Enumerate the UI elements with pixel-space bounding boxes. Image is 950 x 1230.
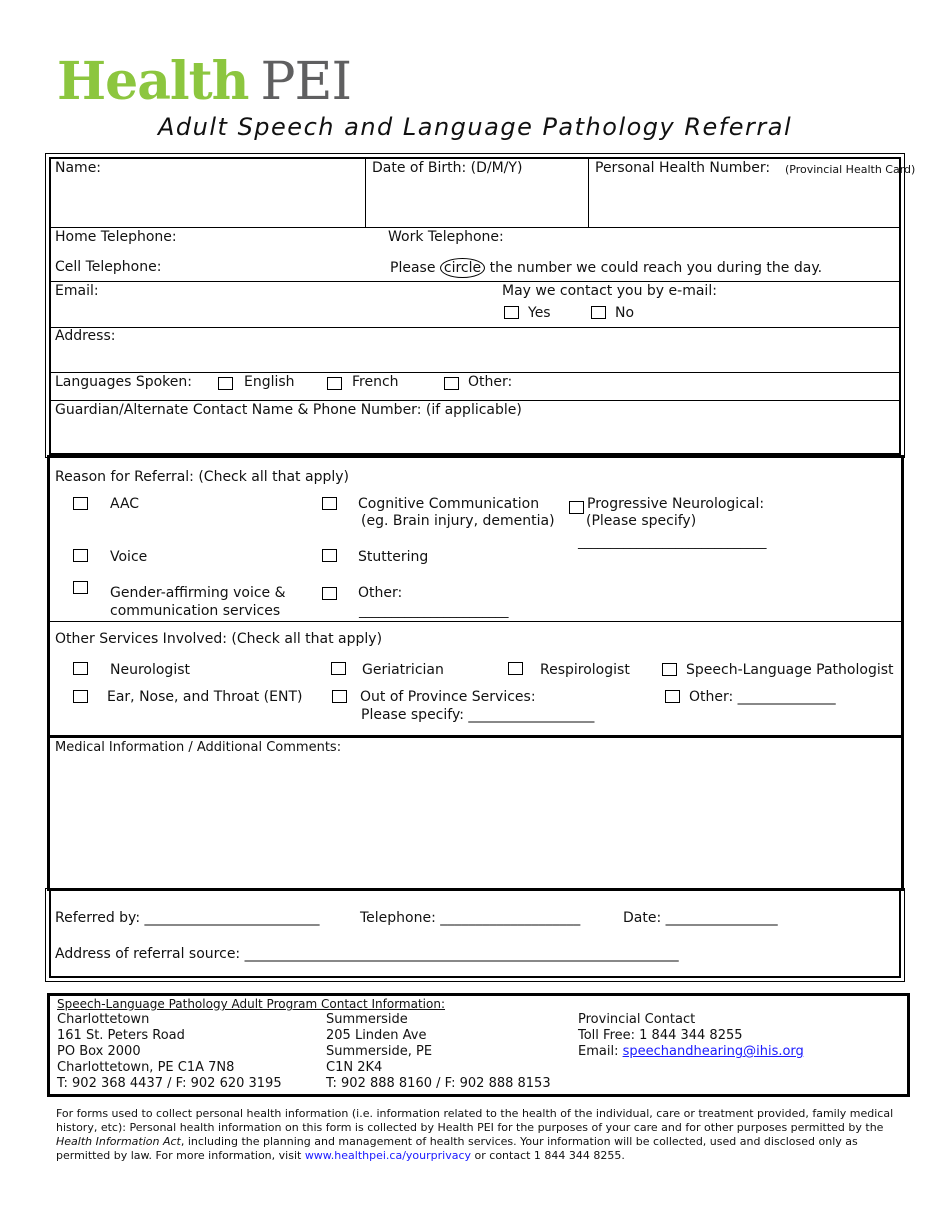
charlottetown-office: Charlottetown 161 St. Peters Road PO Box 2000 Charlottetown, PE C1A 7N8 T: 902 368 4437 / F: 902 620 3195 bbox=[57, 1012, 282, 1091]
logo-pei-text: PEI bbox=[260, 52, 351, 112]
reason-heading: Reason for Referral: (Check all that apply) bbox=[55, 469, 349, 485]
other-language-label: Other: bbox=[468, 374, 513, 390]
stuttering-label: Stuttering bbox=[358, 549, 429, 565]
logo-health-text: Health bbox=[57, 51, 249, 112]
referral-telephone-field[interactable]: Telephone: ____________________ bbox=[360, 910, 581, 926]
provincial-contact: Provincial Contact Toll Free: 1 844 344 8255 Email: speechandhearing@ihis.org bbox=[578, 1012, 804, 1059]
address-field[interactable]: Address: bbox=[55, 328, 116, 344]
geriatrician-label: Geriatrician bbox=[362, 662, 444, 678]
english-checkbox[interactable] bbox=[218, 377, 233, 390]
gender-affirming-label-2: communication services bbox=[110, 603, 281, 619]
other-reason-checkbox[interactable] bbox=[322, 587, 337, 600]
form-title: Adult Speech and Language Pathology Referral bbox=[158, 113, 793, 141]
ent-checkbox[interactable] bbox=[73, 690, 88, 703]
contact-email-link[interactable]: speechandhearing@ihis.org bbox=[622, 1044, 804, 1059]
languages-label: Languages Spoken: bbox=[55, 374, 192, 390]
neurologist-checkbox[interactable] bbox=[73, 662, 88, 675]
circle-word: circle bbox=[440, 258, 485, 278]
circle-instruction: Please circle the number we could reach you during the day. bbox=[390, 260, 823, 276]
cognitive-note: (eg. Brain injury, dementia) bbox=[361, 513, 555, 529]
english-label: English bbox=[244, 374, 295, 390]
email-yes-label: Yes bbox=[528, 305, 551, 321]
aac-label: AAC bbox=[110, 496, 140, 512]
respirologist-checkbox[interactable] bbox=[508, 662, 523, 675]
home-telephone-field[interactable]: Home Telephone: bbox=[55, 229, 177, 245]
referred-by-field[interactable]: Referred by: _________________________ bbox=[55, 910, 320, 926]
ent-label: Ear, Nose, and Throat (ENT) bbox=[107, 689, 303, 705]
neurologist-label: Neurologist bbox=[110, 662, 190, 678]
other-reason-line[interactable]: _______________________ bbox=[359, 604, 509, 619]
gender-affirming-checkbox[interactable] bbox=[73, 581, 88, 594]
referral-date-field[interactable]: Date: ________________ bbox=[623, 910, 778, 926]
respirologist-label: Respirologist bbox=[540, 662, 630, 678]
out-of-province-specify[interactable]: Please specify: __________________ bbox=[361, 707, 595, 723]
other-reason-label: Other: bbox=[358, 585, 403, 601]
email-field[interactable]: Email: bbox=[55, 283, 99, 299]
aac-checkbox[interactable] bbox=[73, 497, 88, 510]
work-telephone-field[interactable]: Work Telephone: bbox=[388, 229, 504, 245]
privacy-notice: For forms used to collect personal health information (i.e. information related to the health of the individual, care or treatment provided, family medical history, etc): Personal health information on this form is collected by Health PEI for the purposes of your care and for other purposes permitted by the Health Information Act, including the planning and management of health services. Your information will be collected, used and disclosed only as permitted by law. For more information, visit www.healthpei.ca/yourprivacy or contact 1 844 344 8255. bbox=[56, 1107, 894, 1162]
slp-checkbox[interactable] bbox=[662, 663, 677, 676]
services-heading: Other Services Involved: (Check all that apply) bbox=[55, 631, 383, 647]
progressive-checkbox[interactable] bbox=[569, 501, 584, 514]
privacy-link[interactable]: www.healthpei.ca/yourprivacy bbox=[304, 1149, 472, 1162]
email-yes-checkbox[interactable] bbox=[504, 306, 519, 319]
medical-heading: Medical Information / Additional Comments: bbox=[55, 740, 342, 755]
email-no-label: No bbox=[615, 305, 635, 321]
out-of-province-label: Out of Province Services: bbox=[360, 689, 536, 705]
dob-field[interactable]: Date of Birth: (D/M/Y) bbox=[372, 160, 523, 176]
stuttering-checkbox[interactable] bbox=[322, 549, 337, 562]
other-service-label[interactable]: Other: ______________ bbox=[689, 689, 836, 705]
cognitive-checkbox[interactable] bbox=[322, 497, 337, 510]
referral-address-field[interactable]: Address of referral source: ______________________________________________________________ bbox=[55, 946, 679, 962]
medical-info-section bbox=[47, 735, 904, 891]
out-of-province-checkbox[interactable] bbox=[332, 690, 347, 703]
email-no-checkbox[interactable] bbox=[591, 306, 606, 319]
phn-field[interactable]: Personal Health Number: bbox=[595, 160, 771, 176]
other-language-checkbox[interactable] bbox=[444, 377, 459, 390]
geriatrician-checkbox[interactable] bbox=[331, 662, 346, 675]
contact-heading: Speech-Language Pathology Adult Program Contact Information: bbox=[57, 997, 446, 1011]
email-contact-question: May we contact you by e-mail: bbox=[502, 283, 717, 299]
phn-note: (Provincial Health Card) bbox=[785, 163, 916, 176]
cell-telephone-field[interactable]: Cell Telephone: bbox=[55, 259, 162, 275]
guardian-field[interactable]: Guardian/Alternate Contact Name & Phone Number: (if applicable) bbox=[55, 402, 522, 418]
referral-source-section bbox=[49, 889, 901, 978]
voice-label: Voice bbox=[110, 549, 148, 565]
progressive-specify-line[interactable]: _____________________________ bbox=[578, 535, 767, 550]
progressive-note: (Please specify) bbox=[586, 513, 697, 529]
voice-checkbox[interactable] bbox=[73, 549, 88, 562]
gender-affirming-label: Gender-affirming voice & bbox=[110, 585, 286, 601]
health-pei-logo bbox=[57, 52, 351, 112]
french-checkbox[interactable] bbox=[327, 377, 342, 390]
french-label: French bbox=[352, 374, 399, 390]
summerside-office: Summerside 205 Linden Ave Summerside, PE C1N 2K4 T: 902 888 8160 / F: 902 888 8153 bbox=[326, 1012, 551, 1091]
slp-label: Speech-Language Pathologist bbox=[686, 662, 894, 678]
cognitive-label: Cognitive Communication bbox=[358, 496, 540, 512]
other-service-checkbox[interactable] bbox=[665, 690, 680, 703]
name-field[interactable]: Name: bbox=[55, 160, 102, 176]
progressive-label: Progressive Neurological: bbox=[587, 496, 765, 512]
